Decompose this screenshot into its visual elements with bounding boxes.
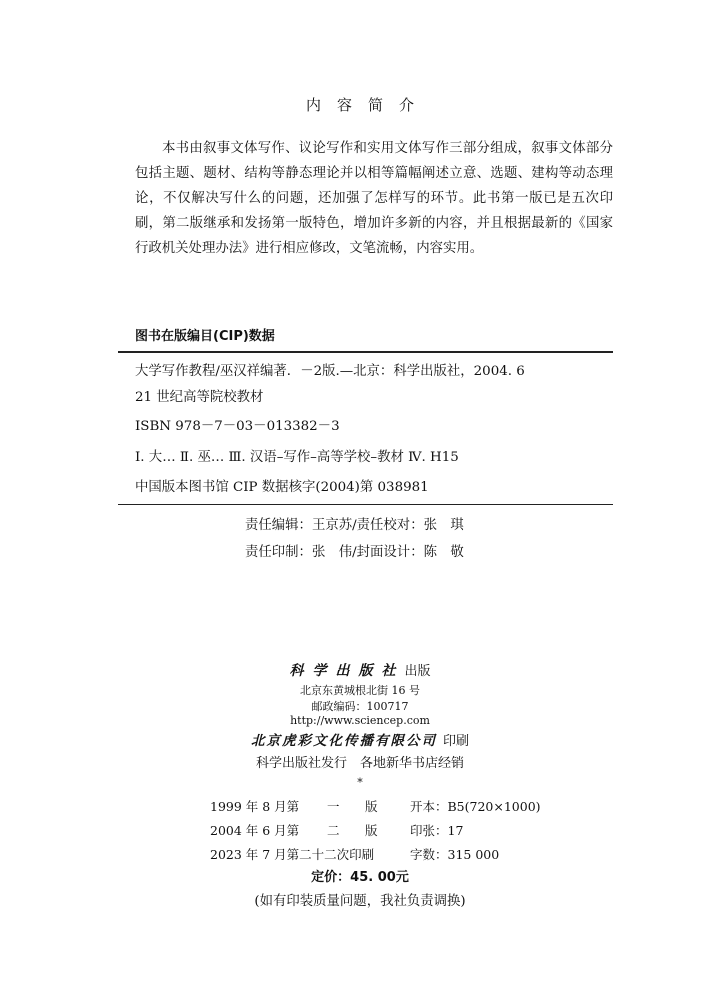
cip-bottom-rule: [118, 504, 613, 505]
price: 定价：45. 00元: [311, 870, 409, 885]
edition-date: 2023 年 7 月第二十二次印刷: [210, 847, 375, 862]
edition-unit: 版: [365, 823, 378, 838]
printer-suffix: 印刷: [442, 734, 469, 749]
cip-line-classification: Ⅰ. 大… Ⅱ. 巫… Ⅲ. 汉语–写作–高等学校–教材 Ⅳ. H15: [135, 450, 459, 465]
cip-line-title: 大学写作教程/巫汉祥编著．－2版.—北京：科学出版社，2004. 6: [135, 364, 525, 379]
credit-printing: 责任印制：张 伟/封面设计：陈 敬: [245, 545, 464, 560]
edition-spec: 印张：17: [410, 823, 464, 838]
edition-number: 二: [327, 823, 340, 838]
intro-body: 本书由叙事文体写作、议论写作和实用文体写作三部分组成，叙事文体部分包括主题、题材、结构等静态理论并以相等篇幅阐述立意、选题、建构等动态理论，不仅解决写什么的问题，还加强了怎样写的环节。此书第一版已是五次印刷，第二版继承和发扬第一版特色，增加许多新的内容，并且根据最新的《国家行政机关处理办法》进行相应修改，文笔流畅，内容实用。: [135, 141, 613, 256]
edition-number: 一: [327, 799, 340, 814]
credit-editor: 责任编辑：王京苏/责任校对：张 琪: [245, 518, 464, 533]
edition-date: 1999 年 8 月第: [210, 799, 300, 814]
quality-notice: (如有印装质量问题，我社负责调换): [254, 894, 466, 909]
cip-line-record: 中国版本图书馆 CIP 数据核字(2004)第 038981: [135, 480, 429, 495]
publisher-postcode: 邮政编码：100717: [311, 700, 409, 713]
publisher-url: http://www.sciencep.com: [290, 714, 430, 727]
edition-spec: 开本：B5(720×1000): [410, 799, 541, 814]
printer-line: [0, 729, 720, 749]
cip-heading: 图书在版编目(CIP)数据: [135, 329, 275, 344]
intro-title: 内容简介: [305, 96, 430, 114]
publisher-name: 科学出版社: [289, 663, 405, 679]
publisher-address: 北京东黄城根北街 16 号: [300, 684, 420, 697]
printer-name: 北京虎彩文化传播有限公司: [250, 733, 437, 749]
edition-unit: 版: [365, 799, 378, 814]
publisher-suffix: 出版: [404, 664, 431, 679]
edition-spec: 字数：315 000: [410, 847, 500, 862]
cip-line-series: 21 世纪高等院校教材: [135, 390, 264, 405]
cip-top-rule: [118, 351, 613, 353]
separator-asterisk: *: [357, 776, 363, 789]
distribution-line: 科学出版社发行 各地新华书店经销: [255, 756, 464, 771]
publisher-line: [0, 660, 720, 680]
cip-line-isbn: ISBN 978－7－03－013382－3: [135, 419, 340, 434]
edition-date: 2004 年 6 月第: [210, 823, 300, 838]
